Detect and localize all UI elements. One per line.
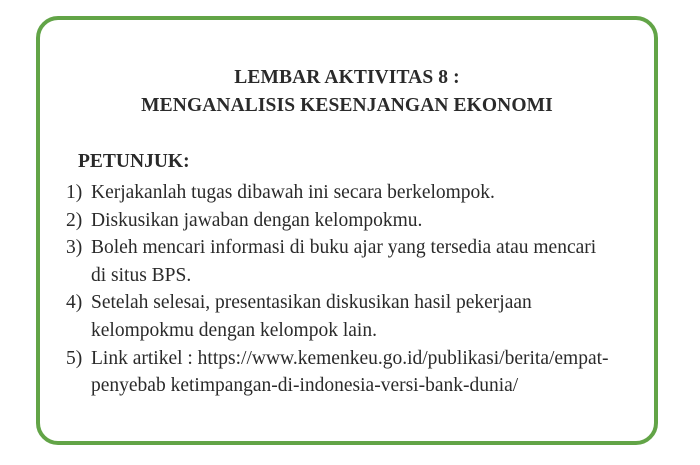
step-text: Setelah selesai, presentasikan diskusikan hasil pekerjaan: [91, 292, 532, 314]
article-link-text: Link artikel : https://www.kemenkeu.go.id/publikasi/berita/empat-: [91, 347, 609, 369]
step-number: 2): [66, 209, 83, 231]
sheet-title-line2: MENGANALISIS KESENJANGAN EKONOMI: [141, 95, 553, 116]
step-number: 5): [66, 347, 83, 369]
step-text-continued: kelompokmu dengan kelompok lain.: [91, 319, 377, 341]
instruction-step-2: [66, 207, 656, 235]
instruction-step-4: [66, 289, 656, 344]
instructions-list: [66, 179, 656, 400]
activity-sheet-card: [36, 16, 658, 445]
step-text: Boleh mencari informasi di buku ajar yang tersedia atau mencari: [91, 237, 597, 259]
instruction-step-5: [66, 345, 656, 400]
step-text: Kerjakanlah tugas dibawah ini secara berkelompok.: [91, 182, 495, 203]
sheet-title-line1: LEMBAR AKTIVITAS 8 :: [234, 67, 460, 88]
article-link-text-continued: penyebab ketimpangan-di-indonesia-versi-bank-dunia/: [91, 375, 519, 397]
step-number: 1): [66, 182, 83, 203]
step-text: Diskusikan jawaban dengan kelompokmu.: [91, 209, 423, 231]
instructions-heading: PETUNJUK:: [78, 151, 190, 172]
instruction-step-1: [66, 179, 656, 207]
step-text-continued: di situs BPS.: [91, 264, 192, 286]
instruction-step-3: [66, 234, 656, 289]
step-number: 3): [66, 237, 83, 259]
step-number: 4): [66, 292, 83, 314]
